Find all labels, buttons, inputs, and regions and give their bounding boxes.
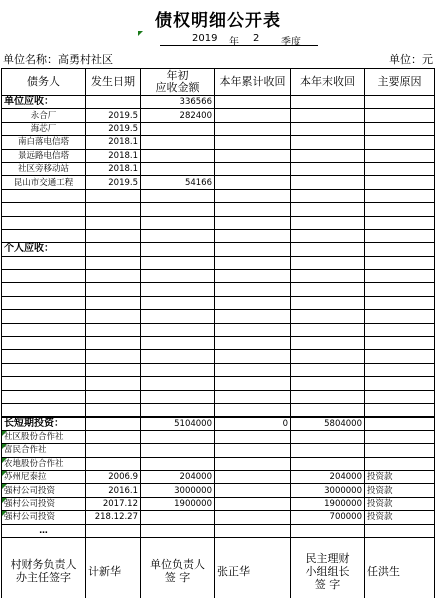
cell-year-end bbox=[291, 229, 365, 242]
cell-reason bbox=[365, 203, 435, 216]
cell-reason bbox=[365, 403, 435, 416]
cell-recovered-ytd bbox=[215, 444, 291, 457]
table-row bbox=[2, 471, 435, 484]
cell-opening-receivable bbox=[141, 511, 215, 524]
cell-reason bbox=[365, 176, 435, 189]
cell-year-end bbox=[291, 270, 365, 283]
cell-reason bbox=[365, 430, 435, 443]
table-row bbox=[2, 243, 435, 256]
cell-reason bbox=[365, 109, 435, 122]
table-row bbox=[2, 136, 435, 149]
cell-date bbox=[86, 417, 141, 431]
cell-date bbox=[86, 96, 141, 109]
cell-opening-receivable: 204000 bbox=[141, 471, 215, 484]
cell-debtor: 苏州尼泰拉 bbox=[2, 471, 86, 484]
cell-recovered-ytd bbox=[215, 377, 291, 390]
cell-debtor bbox=[2, 216, 86, 229]
cell-reason bbox=[365, 524, 435, 537]
cell-debtor: 单位应收： bbox=[2, 96, 86, 109]
cell-year-end bbox=[291, 430, 365, 443]
cell-opening-receivable bbox=[141, 524, 215, 537]
cell-reason bbox=[365, 270, 435, 283]
signature-group-label: 民主理财 小组组长 签 字 bbox=[291, 538, 365, 598]
cell-reason bbox=[365, 363, 435, 376]
page-title: 债权明细公开表 bbox=[155, 11, 281, 31]
cell-year-end bbox=[291, 296, 365, 309]
cell-recovered-ytd bbox=[215, 149, 291, 162]
cell-date bbox=[86, 256, 141, 269]
cell-year-end bbox=[291, 310, 365, 323]
cell-reason bbox=[365, 417, 435, 431]
period-quarter-label: 季度 bbox=[281, 37, 301, 48]
cell-opening-receivable bbox=[141, 337, 215, 350]
cell-date bbox=[86, 270, 141, 283]
cell-debtor: 社区旁移动站 bbox=[2, 162, 86, 175]
table-row bbox=[2, 337, 435, 350]
cell-opening-receivable bbox=[141, 189, 215, 202]
cell-date: 2019.5 bbox=[86, 122, 141, 135]
cell-year-end bbox=[291, 377, 365, 390]
cell-recovered-ytd bbox=[215, 296, 291, 309]
cell-year-end bbox=[291, 337, 365, 350]
cell-debtor bbox=[2, 189, 86, 202]
cell-year-end bbox=[291, 109, 365, 122]
cell-recovered-ytd bbox=[215, 363, 291, 376]
table-row bbox=[2, 162, 435, 175]
cell-year-end bbox=[291, 96, 365, 109]
table-row bbox=[2, 430, 435, 443]
table-row bbox=[2, 296, 435, 309]
cell-date bbox=[86, 203, 141, 216]
cell-recovered-ytd bbox=[215, 350, 291, 363]
cell-date bbox=[86, 403, 141, 416]
cell-reason bbox=[365, 216, 435, 229]
period-year-label: 年 bbox=[229, 37, 239, 48]
cell-reason bbox=[365, 457, 435, 470]
cell-debtor bbox=[2, 350, 86, 363]
cell-opening-receivable: 1900000 bbox=[141, 497, 215, 510]
cell-recovered-ytd bbox=[215, 189, 291, 202]
cell-reason bbox=[365, 323, 435, 336]
cell-year-end bbox=[291, 216, 365, 229]
cell-date bbox=[86, 296, 141, 309]
table-row bbox=[2, 310, 435, 323]
cell-recovered-ytd bbox=[215, 430, 291, 443]
cell-opening-receivable bbox=[141, 430, 215, 443]
cell-debtor bbox=[2, 310, 86, 323]
cell-recovered-ytd bbox=[215, 122, 291, 135]
cell-recovered-ytd bbox=[215, 457, 291, 470]
table-row bbox=[2, 457, 435, 470]
cell-debtor: 永合厂 bbox=[2, 109, 86, 122]
table-row bbox=[2, 283, 435, 296]
table-row bbox=[2, 417, 435, 431]
table-row bbox=[2, 189, 435, 202]
cell-debtor: 海芯厂 bbox=[2, 122, 86, 135]
cell-date bbox=[86, 310, 141, 323]
table-row bbox=[2, 203, 435, 216]
cell-recovered-ytd bbox=[215, 162, 291, 175]
cell-debtor: 个人应收： bbox=[2, 243, 86, 256]
table-row bbox=[2, 256, 435, 269]
cell-year-end bbox=[291, 403, 365, 416]
cell-date bbox=[86, 390, 141, 403]
cell-debtor bbox=[2, 283, 86, 296]
cell-date bbox=[86, 323, 141, 336]
cell-recovered-ytd bbox=[215, 310, 291, 323]
cell-debtor: 强村公司投资 bbox=[2, 484, 86, 497]
cell-date bbox=[86, 363, 141, 376]
cell-year-end bbox=[291, 136, 365, 149]
cell-opening-receivable bbox=[141, 296, 215, 309]
header-date: 发生日期 bbox=[86, 69, 141, 96]
cell-marker-icon bbox=[2, 484, 7, 489]
cell-year-end: 3000000 bbox=[291, 484, 365, 497]
cell-date bbox=[86, 337, 141, 350]
cell-debtor bbox=[2, 203, 86, 216]
cell-opening-receivable: 282400 bbox=[141, 109, 215, 122]
cell-recovered-ytd bbox=[215, 270, 291, 283]
table-row bbox=[2, 524, 435, 537]
cell-recovered-ytd bbox=[215, 390, 291, 403]
cell-reason: 投资款 bbox=[365, 497, 435, 510]
cell-date bbox=[86, 350, 141, 363]
cell-recovered-ytd bbox=[215, 203, 291, 216]
cell-opening-receivable bbox=[141, 229, 215, 242]
cell-year-end bbox=[291, 149, 365, 162]
table-row bbox=[2, 270, 435, 283]
period-underline bbox=[160, 45, 318, 46]
cell-opening-receivable bbox=[141, 403, 215, 416]
cell-date: 218.12.27 bbox=[86, 511, 141, 524]
unit-name: 单位名称：高勇村社区 bbox=[3, 53, 113, 66]
cell-year-end: 204000 bbox=[291, 471, 365, 484]
cell-debtor: 强村公司投资 bbox=[2, 511, 86, 524]
cell-recovered-ytd bbox=[215, 243, 291, 256]
cell-reason bbox=[365, 377, 435, 390]
cell-reason bbox=[365, 350, 435, 363]
cell-debtor bbox=[2, 270, 86, 283]
cell-opening-receivable bbox=[141, 323, 215, 336]
cell-opening-receivable bbox=[141, 149, 215, 162]
cell-year-end bbox=[291, 283, 365, 296]
table-header-row bbox=[2, 69, 435, 96]
cell-marker-icon bbox=[2, 471, 7, 476]
cell-date bbox=[86, 457, 141, 470]
cell-recovered-ytd bbox=[215, 229, 291, 242]
table-row bbox=[2, 229, 435, 242]
signature-unit-head-name: 张正华 bbox=[215, 538, 291, 598]
cell-year-end bbox=[291, 390, 365, 403]
cell-date: 2018.1 bbox=[86, 162, 141, 175]
cell-marker-icon bbox=[138, 31, 143, 36]
signature-group-name: 任洪生 bbox=[365, 538, 435, 598]
cell-date bbox=[86, 216, 141, 229]
cell-recovered-ytd bbox=[215, 323, 291, 336]
cell-reason: 投资款 bbox=[365, 484, 435, 497]
cell-date: 2016.1 bbox=[86, 484, 141, 497]
period-year: 2019 bbox=[192, 33, 218, 44]
cell-year-end bbox=[291, 176, 365, 189]
cell-reason: 投资款 bbox=[365, 471, 435, 484]
table-row bbox=[2, 377, 435, 390]
cell-reason bbox=[365, 310, 435, 323]
cell-year-end bbox=[291, 524, 365, 537]
cell-date: 2006.9 bbox=[86, 471, 141, 484]
period-line bbox=[0, 33, 436, 47]
signature-finance-label: 村财务负责人 办主任签字 bbox=[2, 538, 86, 598]
table-row bbox=[2, 149, 435, 162]
cell-opening-receivable bbox=[141, 136, 215, 149]
cell-opening-receivable bbox=[141, 363, 215, 376]
table-row bbox=[2, 109, 435, 122]
cell-reason bbox=[365, 256, 435, 269]
cell-opening-receivable bbox=[141, 122, 215, 135]
cell-date: 2018.1 bbox=[86, 136, 141, 149]
cell-opening-receivable bbox=[141, 350, 215, 363]
cell-opening-receivable bbox=[141, 270, 215, 283]
cell-date: 2019.5 bbox=[86, 109, 141, 122]
cell-recovered-ytd bbox=[215, 256, 291, 269]
cell-marker-icon bbox=[2, 458, 7, 463]
cell-year-end bbox=[291, 189, 365, 202]
cell-opening-receivable bbox=[141, 256, 215, 269]
cell-opening-receivable bbox=[141, 203, 215, 216]
cell-debtor: 昆山市交通工程 bbox=[2, 176, 86, 189]
unit-measure: 单位：元 bbox=[389, 53, 433, 66]
header-debtor: 债务人 bbox=[2, 69, 86, 96]
cell-debtor bbox=[2, 229, 86, 242]
table-row bbox=[2, 497, 435, 510]
table-row bbox=[2, 444, 435, 457]
cell-debtor: … bbox=[2, 524, 86, 537]
cell-opening-receivable: 336566 bbox=[141, 96, 215, 109]
cell-reason bbox=[365, 122, 435, 135]
cell-reason bbox=[365, 243, 435, 256]
cell-recovered-ytd bbox=[215, 136, 291, 149]
cell-year-end bbox=[291, 444, 365, 457]
cell-date bbox=[86, 444, 141, 457]
signature-unit-head-label: 单位负责人 签 字 bbox=[141, 538, 215, 598]
cell-date bbox=[86, 283, 141, 296]
cell-year-end bbox=[291, 363, 365, 376]
cell-year-end bbox=[291, 457, 365, 470]
cell-recovered-ytd bbox=[215, 471, 291, 484]
cell-marker-icon bbox=[2, 511, 7, 516]
cell-date bbox=[86, 524, 141, 537]
cell-debtor: 社区股份合作社 bbox=[2, 430, 86, 443]
cell-year-end bbox=[291, 323, 365, 336]
cell-reason bbox=[365, 189, 435, 202]
cell-date: 2019.5 bbox=[86, 176, 141, 189]
cell-recovered-ytd bbox=[215, 337, 291, 350]
cell-opening-receivable bbox=[141, 243, 215, 256]
cell-recovered-ytd bbox=[215, 283, 291, 296]
cell-year-end: 700000 bbox=[291, 511, 365, 524]
cell-recovered-ytd bbox=[215, 216, 291, 229]
cell-opening-receivable bbox=[141, 162, 215, 175]
cell-year-end bbox=[291, 350, 365, 363]
cell-reason bbox=[365, 390, 435, 403]
cell-debtor bbox=[2, 390, 86, 403]
cell-opening-receivable bbox=[141, 390, 215, 403]
cell-reason bbox=[365, 337, 435, 350]
cell-debtor: 南白落电信塔 bbox=[2, 136, 86, 149]
cell-marker-icon bbox=[2, 444, 7, 449]
cell-reason bbox=[365, 229, 435, 242]
cell-date bbox=[86, 229, 141, 242]
cell-marker-icon bbox=[2, 431, 7, 436]
cell-debtor: 景远路电信塔 bbox=[2, 149, 86, 162]
cell-recovered-ytd bbox=[215, 524, 291, 537]
cell-year-end: 1900000 bbox=[291, 497, 365, 510]
cell-opening-receivable: 54166 bbox=[141, 176, 215, 189]
cell-opening-receivable bbox=[141, 444, 215, 457]
cell-marker-icon bbox=[2, 498, 7, 503]
cell-opening-receivable bbox=[141, 377, 215, 390]
cell-opening-receivable: 5104000 bbox=[141, 417, 215, 431]
header-recovered-ytd: 本年累计收回 bbox=[215, 69, 291, 96]
cell-reason bbox=[365, 149, 435, 162]
table-row bbox=[2, 390, 435, 403]
cell-opening-receivable bbox=[141, 283, 215, 296]
cell-recovered-ytd bbox=[215, 497, 291, 510]
table-row bbox=[2, 96, 435, 109]
cell-year-end bbox=[291, 122, 365, 135]
cell-recovered-ytd: 0 bbox=[215, 417, 291, 431]
cell-reason bbox=[365, 96, 435, 109]
cell-reason bbox=[365, 296, 435, 309]
cell-opening-receivable bbox=[141, 457, 215, 470]
cell-debtor: 长短期投资： bbox=[2, 417, 86, 431]
cell-debtor: 强村公司投资 bbox=[2, 497, 86, 510]
cell-debtor bbox=[2, 337, 86, 350]
cell-reason: 投资款 bbox=[365, 511, 435, 524]
cell-debtor: 农地股份合作社 bbox=[2, 457, 86, 470]
cell-reason bbox=[365, 162, 435, 175]
cell-year-end bbox=[291, 162, 365, 175]
cell-debtor bbox=[2, 323, 86, 336]
cell-debtor bbox=[2, 377, 86, 390]
cell-recovered-ytd bbox=[215, 484, 291, 497]
cell-recovered-ytd bbox=[215, 176, 291, 189]
cell-reason bbox=[365, 283, 435, 296]
cell-opening-receivable bbox=[141, 216, 215, 229]
cell-date bbox=[86, 377, 141, 390]
header-reason: 主要原因 bbox=[365, 69, 435, 96]
cell-reason bbox=[365, 444, 435, 457]
table-row bbox=[2, 511, 435, 524]
cell-debtor bbox=[2, 363, 86, 376]
header-opening-receivable: 年初 应收金额 bbox=[141, 69, 215, 96]
table-row bbox=[2, 176, 435, 189]
table-row bbox=[2, 323, 435, 336]
cell-opening-receivable: 3000000 bbox=[141, 484, 215, 497]
cell-recovered-ytd bbox=[215, 109, 291, 122]
claims-table bbox=[1, 68, 435, 598]
cell-year-end bbox=[291, 243, 365, 256]
table-row bbox=[2, 403, 435, 416]
cell-debtor: 富民合作社 bbox=[2, 444, 86, 457]
cell-year-end bbox=[291, 256, 365, 269]
cell-recovered-ytd bbox=[215, 403, 291, 416]
cell-debtor bbox=[2, 256, 86, 269]
table-row bbox=[2, 350, 435, 363]
cell-debtor bbox=[2, 296, 86, 309]
table-row bbox=[2, 363, 435, 376]
signature-finance-name: 计新华 bbox=[86, 538, 141, 598]
cell-date: 2017.12 bbox=[86, 497, 141, 510]
cell-debtor bbox=[2, 403, 86, 416]
table-row bbox=[2, 484, 435, 497]
cell-opening-receivable bbox=[141, 310, 215, 323]
signature-row bbox=[2, 538, 435, 598]
table-row bbox=[2, 122, 435, 135]
cell-date bbox=[86, 189, 141, 202]
cell-date bbox=[86, 430, 141, 443]
period-quarter: 2 bbox=[253, 33, 260, 44]
table-row bbox=[2, 216, 435, 229]
cell-recovered-ytd bbox=[215, 96, 291, 109]
cell-year-end bbox=[291, 203, 365, 216]
cell-date bbox=[86, 243, 141, 256]
cell-year-end: 5804000 bbox=[291, 417, 365, 431]
cell-date: 2018.1 bbox=[86, 149, 141, 162]
header-year-end: 本年末收回 bbox=[291, 69, 365, 96]
cell-reason bbox=[365, 136, 435, 149]
cell-recovered-ytd bbox=[215, 511, 291, 524]
